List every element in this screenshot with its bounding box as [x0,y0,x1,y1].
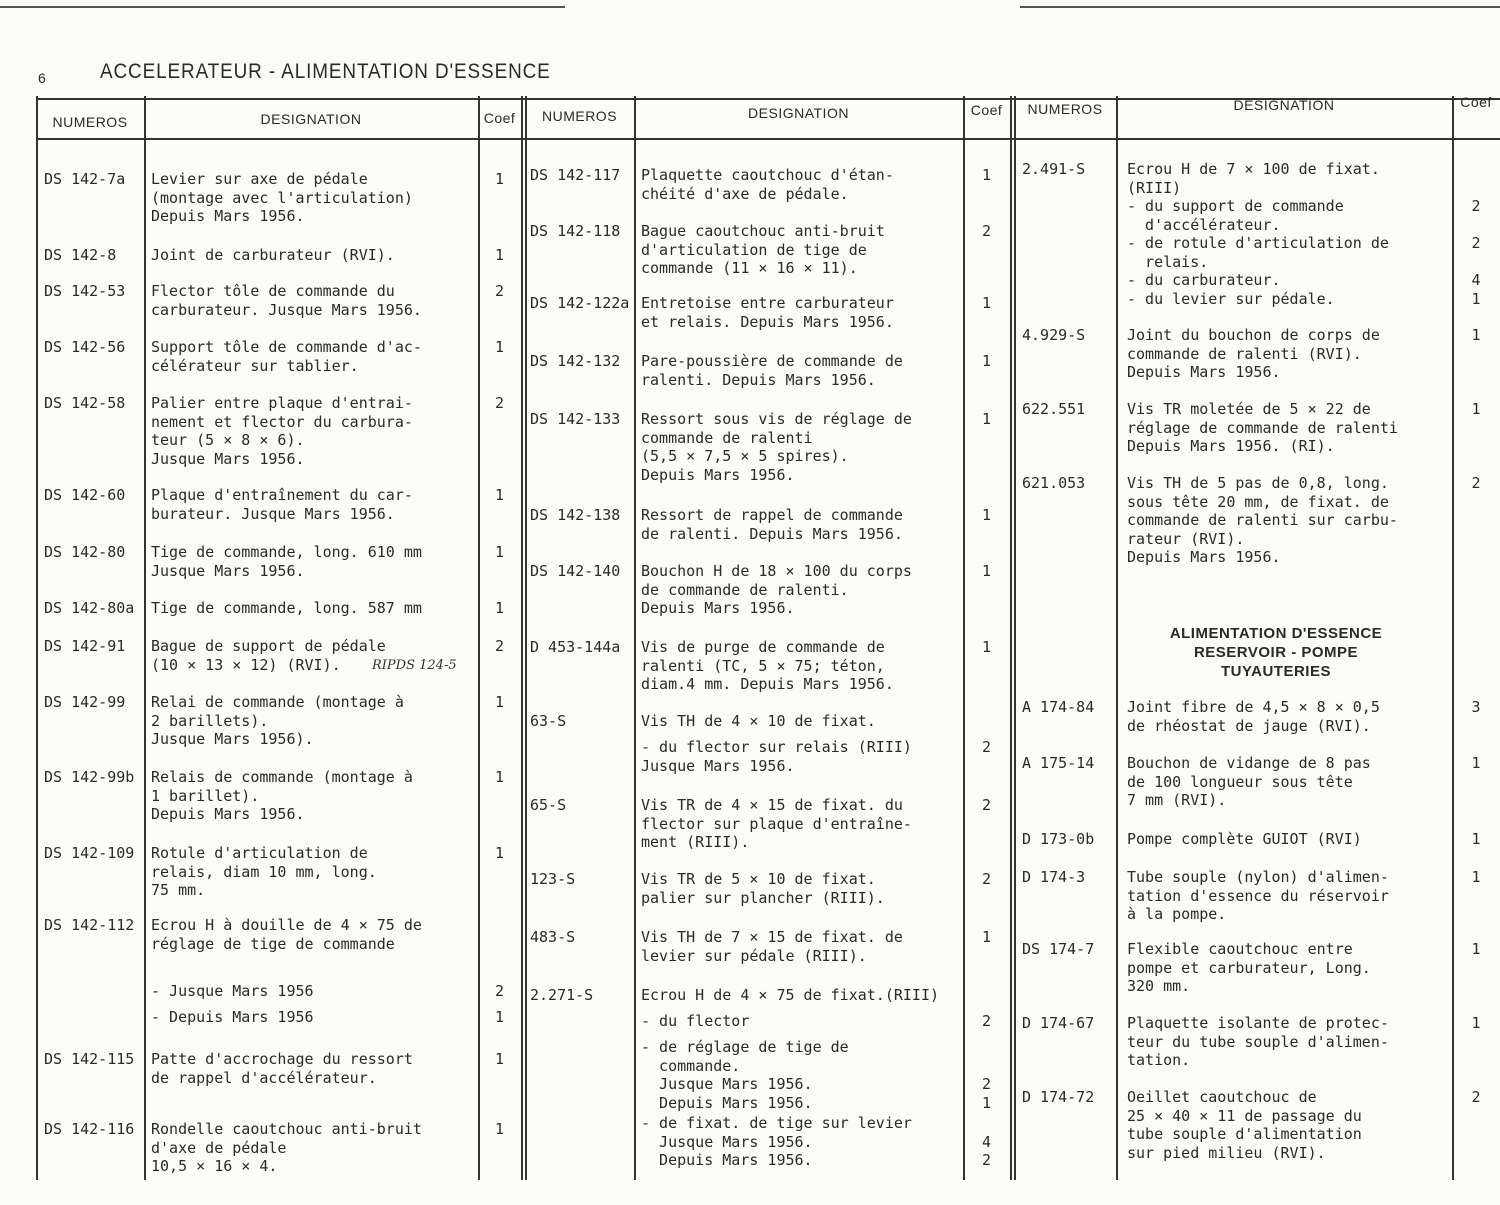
part-number: 65-S [530,796,567,814]
column-divider [634,96,636,1180]
part-number: 63-S [530,712,567,730]
part-designation: Ecrou H de 4 × 75 de fixat.(RIII) [641,986,940,1004]
part-designation: Vis TH de 7 × 15 de fixat. de levier sur pédale (RIII). [641,928,903,965]
part-number: DS 142-112 [44,916,135,934]
column-divider [1010,96,1012,1180]
part-number: A 175-14 [1022,754,1095,772]
part-coef: 2 [1471,474,1481,492]
part-designation: Plaquette isolante de protec- teur du tube souple d'alimen- tation. [1127,1014,1389,1069]
column-divider [525,96,527,1180]
part-coef: 2 2 4 1 [1471,197,1481,308]
header-designation: DESIGNATION [1233,97,1335,113]
part-designation: Joint fibre de 4,5 × 8 × 0,5 de rhéostat de jauge (RVI). [1127,698,1380,735]
part-designation: Tige de commande, long. 587 mm [151,599,422,617]
part-coef: 1 [494,246,505,264]
part-coef: 1 [494,693,505,711]
part-coef: 2 [981,870,992,888]
part-coef: 1 [1471,940,1481,958]
part-designation: Flexible caoutchouc entre pompe et carburateur, Long. 320 mm. [1127,940,1371,995]
header-coef: Coef [483,110,516,126]
part-designation: Palier entre plaque d'entrai- nement et flector du carbura- teur (5 × 8 × 6). Jusque Mars 1956. [151,394,413,468]
part-designation: - du flector [641,1012,750,1030]
part-designation: Bouchon H de 18 × 100 du corps de commande de ralenti. Depuis Mars 1956. [641,562,912,617]
part-designation: Joint de carburateur (RVI). [151,246,395,264]
part-number: 4.929-S [1022,326,1086,344]
part-designation: Joint du bouchon de corps de commande de ralenti (RVI). Depuis Mars 1956. [1127,326,1380,381]
part-number: DS 142-7a [44,170,126,188]
part-designation: Pare-poussière de commande de ralenti. Depuis Mars 1956. [641,352,903,389]
header-coef: Coef [970,102,1003,118]
part-coef: 2 [1471,1088,1481,1106]
part-coef: 1 [494,486,505,504]
part-coef: 1 [1471,400,1481,418]
part-coef: 1 [494,543,505,561]
part-coef: 2 [981,796,992,814]
part-designation: Tube souple (nylon) d'alimen- tation d'essence du réservoir à la pompe. [1127,868,1389,923]
part-coef: 1 [1471,868,1481,886]
part-coef: 1 [981,166,992,184]
part-coef: 1 [494,1120,505,1138]
header-designation: DESIGNATION [748,105,849,121]
part-number: 2.271-S [530,986,594,1004]
part-number: DS 142-80 [44,543,126,561]
section-heading-line: RESERVOIR - POMPE [1193,644,1359,661]
part-coef: 1 [1471,326,1481,344]
part-number: DS 142-80a [44,599,135,617]
part-number: DS 142-99 [44,693,126,711]
header-numeros: NUMEROS [1027,101,1103,117]
part-number: DS 142-115 [44,1050,135,1068]
part-number: DS 142-116 [44,1120,135,1138]
part-coef: 2 [981,1012,992,1030]
part-coef: 1 [494,170,505,188]
part-designation: Vis TR moletée de 5 × 22 de réglage de commande de ralenti Depuis Mars 1956. (RI). [1127,400,1398,455]
part-designation: Relais de commande (montage à 1 barillet). Depuis Mars 1956. [151,768,413,823]
part-coef: 1 [494,768,505,786]
part-number: DS 142-60 [44,486,126,504]
part-designation: Ressort de rappel de commande de ralenti. Depuis Mars 1956. [641,506,903,543]
part-number: D 453-144a [530,638,621,656]
part-number: 483-S [530,928,576,946]
part-coef: 1 [494,338,505,356]
handwritten-note: RIPDS 124-5 [372,658,457,673]
part-number: DS 174-7 [1022,940,1095,958]
header-coef: Coef [1460,94,1492,110]
part-designation: Vis TR de 4 × 15 de fixat. du flector sur plaque d'entraîne- ment (RIII). [641,796,912,851]
header-numeros: NUMEROS [52,114,128,130]
part-number: D 174-72 [1022,1088,1095,1106]
part-coef: 1 [981,506,992,524]
part-number: DS 142-132 [530,352,621,370]
part-coef: 1 [981,410,992,428]
part-coef: 3 [1471,698,1481,716]
part-coef: 1 [1471,1014,1481,1032]
part-number: DS 142-133 [530,410,621,428]
part-number: 622.551 [1022,400,1086,418]
part-designation: Support tôle de commande d'ac- célérateur sur tablier. [151,338,422,375]
part-coef: 2 [981,738,992,756]
part-number: DS 142-53 [44,282,126,300]
part-number: DS 142-117 [530,166,621,184]
part-number: DS 142-122a [530,294,630,312]
column-divider [521,96,523,1180]
scan-edge-line [1020,6,1500,8]
part-coef: 1 [494,599,505,617]
part-coef: 1 [981,638,992,656]
part-coef: 1 [1471,830,1481,848]
part-designation: Ecrou H à douille de 4 × 75 de réglage de tige de commande [151,916,422,953]
table-header-border [36,138,1500,140]
part-number: DS 142-91 [44,637,126,655]
column-divider [1014,96,1016,1180]
part-designation: - du flector sur relais (RIII) Jusque Mars 1956. [641,738,912,775]
part-designation: Bague de support de pédale (10 × 13 × 12) (RVI). [151,637,386,674]
part-designation: Levier sur axe de pédale (montage avec l'articulation) Depuis Mars 1956. [151,170,413,225]
part-coef: 1 [981,352,992,370]
part-designation: Tige de commande, long. 610 mm Jusque Mars 1956. [151,543,422,580]
part-designation: Plaquette caoutchouc d'étan- chéité d'axe de pédale. [641,166,894,203]
part-designation: Vis de purge de commande de ralenti (TC, 5 × 75; téton, diam.4 mm. Depuis Mars 1956. [641,638,894,693]
part-designation: Pompe complète GUIOT (RVI) [1127,830,1362,848]
page-title: ACCELERATEUR - ALIMENTATION D'ESSENCE [100,60,551,83]
part-number: D 174-3 [1022,868,1086,886]
part-number: 2.491-S [1022,160,1086,178]
part-designation: - Jusque Mars 1956 [151,982,314,1000]
part-coef: 2 1 [981,1075,992,1112]
part-number: DS 142-8 [44,246,117,264]
part-coef: 1 [981,294,992,312]
section-heading-line: TUYAUTERIES [1221,663,1331,680]
scan-edge-line [0,6,565,8]
part-number: 123-S [530,870,576,888]
part-coef: 1 [981,928,992,946]
part-number: DS 142-56 [44,338,126,356]
part-coef: 2 [494,637,505,655]
part-designation: Relai de commande (montage à 2 barillets). Jusque Mars 1956). [151,693,404,748]
part-coef: 1 [1471,754,1481,772]
part-designation: Flector tôle de commande du carburateur. Jusque Mars 1956. [151,282,422,319]
part-coef: 1 [494,844,505,862]
part-designation: Rotule d'articulation de relais, diam 10 mm, long. 75 mm. [151,844,377,899]
part-designation: Vis TR de 5 × 10 de fixat. palier sur plancher (RIII). [641,870,885,907]
part-designation: Plaque d'entraînement du car- burateur. Jusque Mars 1956. [151,486,413,523]
header-designation: DESIGNATION [260,111,362,127]
header-numeros: NUMEROS [541,108,618,124]
part-coef: 1 [494,1050,505,1068]
part-number: DS 142-138 [530,506,621,524]
part-designation: Ressort sous vis de réglage de commande de ralenti (5,5 × 7,5 × 5 spires). Depuis Mars 1956. [641,410,912,484]
part-number: DS 142-109 [44,844,135,862]
part-designation: Vis TH de 5 pas de 0,8, long. sous tête 20 mm, de fixat. de commande de ralenti sur carbu- rateur (RVI). Depuis Mars 1956. [1127,474,1398,566]
page-number: 6 [38,70,46,86]
part-coef: 2 [494,282,505,300]
part-designation: Bague caoutchouc anti-bruit d'articulation de tige de commande (11 × 16 × 11). [641,222,885,277]
part-designation: - Depuis Mars 1956 [151,1008,314,1026]
part-number: DS 142-58 [44,394,126,412]
part-designation: Patte d'accrochage du ressort de rappel d'accélérateur. [151,1050,413,1087]
part-designation: Ecrou H de 7 × 100 de fixat. (RIII) - du support de commande d'accélérateur. - de rotule d'articulation de relais. - du carburateur. - du levier sur pédale. [1127,160,1389,308]
part-coef: 1 [981,562,992,580]
column-divider [36,96,38,1180]
part-number: DS 142-118 [530,222,621,240]
part-coef: 2 [494,982,505,1000]
section-heading [1116,624,1436,681]
part-designation: - de fixat. de tige sur levier Jusque Mars 1956. Depuis Mars 1956. [641,1114,912,1169]
part-designation: Oeillet caoutchouc de 25 × 40 × 11 de passage du tube souple d'alimentation sur pied milieu (RVI). [1127,1088,1362,1162]
part-designation: Bouchon de vidange de 8 pas de 100 longueur sous tête 7 mm (RVI). [1127,754,1371,809]
part-number: D 173-0b [1022,830,1095,848]
part-coef: 2 [494,394,505,412]
section-heading-line: ALIMENTATION D'ESSENCE [1169,625,1383,642]
part-number: 621.053 [1022,474,1086,492]
part-designation: Jusque Mars 1956. Depuis Mars 1956. [659,1075,813,1112]
part-designation: Entretoise entre carburateur et relais. Depuis Mars 1956. [641,294,894,331]
part-number: DS 142-140 [530,562,621,580]
part-designation: Rondelle caoutchouc anti-bruit d'axe de pédale 10,5 × 16 × 4. [151,1120,422,1175]
part-designation: Vis TH de 4 × 10 de fixat. [641,712,876,730]
part-coef: 1 [494,1008,505,1026]
column-divider [144,96,146,1180]
part-coef: 4 2 [981,1132,992,1169]
part-coef: 2 [981,222,992,240]
part-number: A 174-84 [1022,698,1095,716]
part-designation: - de réglage de tige de commande. [641,1038,849,1075]
part-number: DS 142-99b [44,768,135,786]
part-number: D 174-67 [1022,1014,1095,1032]
